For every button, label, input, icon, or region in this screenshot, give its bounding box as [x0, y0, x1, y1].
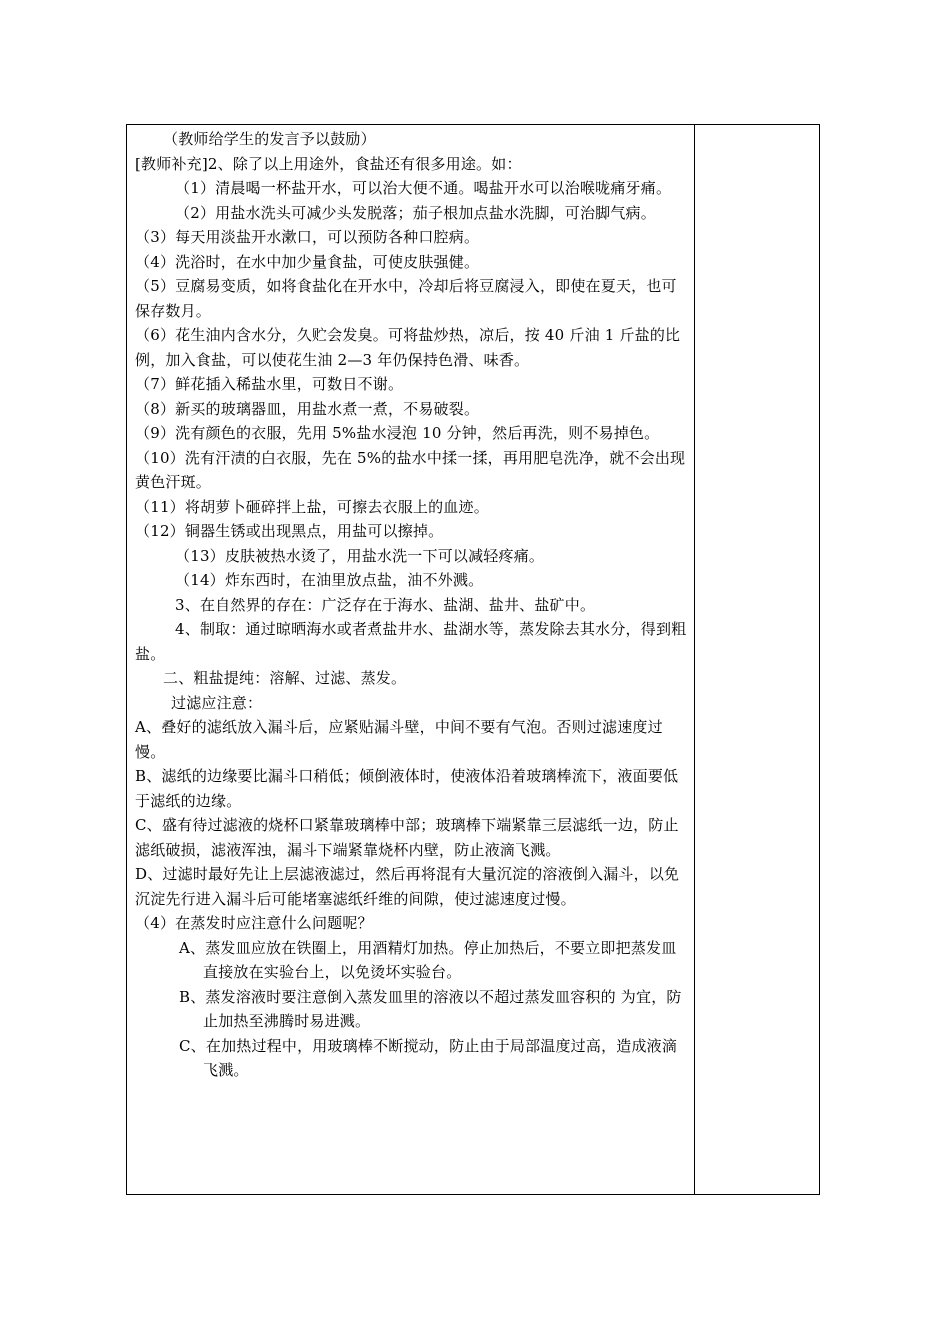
paragraph: 3、在自然界的存在：广泛存在于海水、盐湖、盐井、盐矿中。: [175, 595, 596, 614]
paragraph: （1）清晨喝一杯盐开水，可以治大便不通。喝盐开水可以治喉咙痛牙痛。: [175, 179, 672, 197]
section-heading: 二、粗盐提纯：溶解、过滤、蒸发。: [163, 669, 407, 687]
paragraph: A、叠好的滤纸放入漏斗后，应紧贴漏斗壁，中间不要有气泡。否则过滤速度过慢。: [135, 718, 663, 761]
paragraph: [教师补充]2、除了以上用途外，食盐还有很多用途。如：: [135, 154, 522, 173]
paragraph: C、在加热过程中，用玻璃棒不断搅动，防止由于局部温度过高，造成液滴飞溅。: [179, 1036, 678, 1079]
paragraph: D、过滤时最好先让上层滤液滤过，然后再将混有大量沉淀的溶液倒入漏斗，以免沉淀先行进入漏斗后可能堵塞滤纸纤维的间隙，使过滤速度过慢。: [135, 865, 680, 908]
paragraph: A、蒸发皿应放在铁圈上，用酒精灯加热。停止加热后，不要立即把蒸发皿直接放在实验台上，以免烫坏实验台。: [179, 938, 677, 981]
paragraph: （10）洗有汗渍的白衣服，先在 5%的盐水中揉一揉，再用肥皂洗净，就不会出现黄色汗斑。: [135, 448, 686, 491]
paragraph: B、蒸发溶液时要注意倒入蒸发皿里的溶液以不超过蒸发皿容积的 为宜，防止加热至沸腾时易进溅。: [179, 987, 682, 1030]
paragraph: （3）每天用淡盐开水漱口，可以预防各种口腔病。: [135, 228, 480, 246]
paragraph: （2）用盐水洗头可减少头发脱落；茄子根加点盐水洗脚，可治脚气病。: [175, 203, 656, 222]
notes-cell: [695, 125, 819, 1194]
paragraph: （7）鲜花插入稀盐水里，可数日不谢。: [135, 375, 404, 393]
lesson-table: [126, 124, 820, 1195]
paragraph: （4）在蒸发时应注意什么问题呢？: [135, 914, 373, 932]
lesson-content-cell: [135, 127, 689, 1083]
paragraph: （5）豆腐易变质，如将食盐化在开水中，冷却后将豆腐浸入，即使在夏天，也可保存数月。: [135, 277, 677, 320]
paragraph: （9）洗有颜色的衣服，先用 5%盐水浸泡 10 分钟，然后再洗，则不易掉色。: [135, 424, 660, 442]
paragraph: （教师给学生的发言予以鼓励）: [163, 130, 376, 148]
paragraph: （11）将胡萝卜砸碎拌上盐，可擦去衣服上的血迹。: [135, 497, 489, 516]
paragraph: （13）皮肤被热水烫了，用盐水洗一下可以减轻疼痛。: [175, 546, 545, 565]
paragraph: C、盛有待过滤液的烧杯口紧靠玻璃棒中部；玻璃棒下端紧靠三层滤纸一边，防止滤纸破损，滤液浑浊，漏斗下端紧靠烧杯内壁，防止液滴飞溅。: [135, 816, 679, 859]
paragraph: （6）花生油内含水分，久贮会发臭。可将盐炒热，凉后，按 40 斤油 1 斤盐的比例，加入食盐，可以使花生油 2—3 年仍保持色滑、味香。: [135, 326, 681, 369]
paragraph: （8）新买的玻璃器皿，用盐水煮一煮，不易破裂。: [135, 399, 480, 418]
paragraph: 过滤应注意：: [171, 693, 263, 712]
paragraph: （14）炸东西时，在油里放点盐，油不外溅。: [175, 571, 484, 589]
paragraph: B、滤纸的边缘要比漏斗口稍低；倾倒液体时，使液体沿着玻璃棒流下，液面要低于滤纸的边缘。: [135, 767, 679, 810]
paragraph: （12）铜器生锈或出现黑点，用盐可以擦掉。: [135, 522, 444, 540]
paragraph: 4、制取：通过晾晒海水或者煮盐井水、盐湖水等，蒸发除去其水分，得到粗盐。: [135, 620, 687, 663]
paragraph: （4）洗浴时，在水中加少量食盐，可使皮肤强健。: [135, 252, 480, 271]
